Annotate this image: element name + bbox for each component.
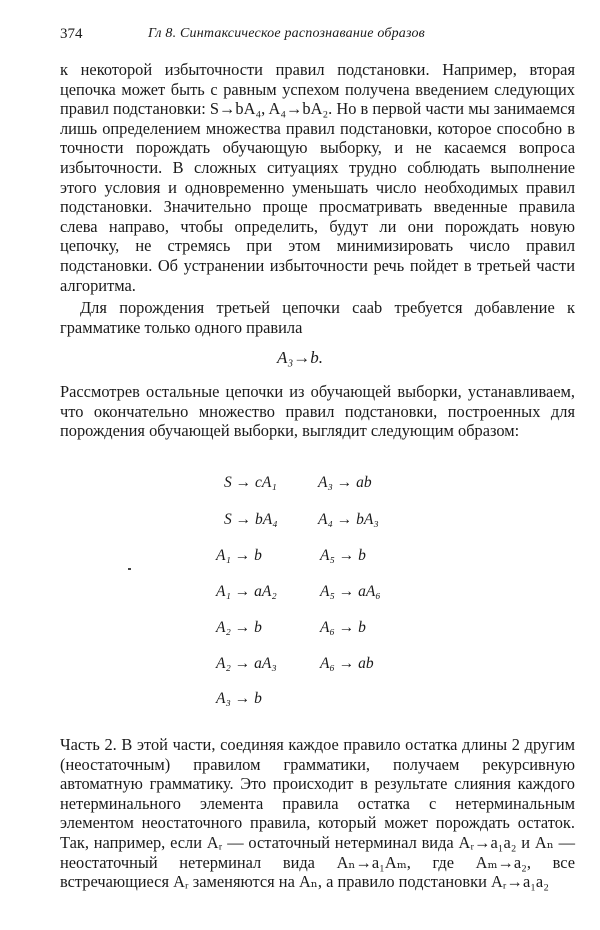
rule-left-2: S → bA₄ xyxy=(224,511,278,528)
rule-right-3: A₅ → b xyxy=(320,547,366,564)
paragraph-redundancy: к некоторой избыточности правил подстановки. Например, вторая цепочка может быть с равным успехом получена введением следующих правил подстановки: S→bA₄, A₄→bA₂. Но в первой части мы занимаемся лишь определением множества правил подстановки, которое способно в точности порождать обучающую выборку, и не касаемся вопроса избыточности. В сложных ситуациях трудно соблюдать выполнение этого условия и одновременно уменьшать число необходимых правил подстановки. Значительно проще просматривать введенные правила слева направо, чтобы определить, будут ли они порождать новую цепочку, не стремясь при этом минимизировать число правил подстановки. Об устранении избыточности речь пойдет в третьей части алгоритма. xyxy=(60,60,575,295)
rule-left-3: A₁ → b xyxy=(216,547,262,564)
rule-left-4: A₁ → aA₂ xyxy=(216,583,277,600)
margin-dot xyxy=(128,568,131,570)
paragraph-third-chain: Для порождения третьей цепочки caab требуется добавление к грамматике только одного правила xyxy=(60,298,575,337)
running-title: Гл 8. Синтаксическое распознавание образов xyxy=(148,26,425,41)
paragraph-part-two: Часть 2. В этой части, соединяя каждое правило остатка длины 2 другим (неостаточным) правилом грамматики, получаем рекурсивную автоматную грамматику. Это происходит в результате слияния каждого нетерминального элемента правила остатка с нетерминальным элементом неостаточного правила, который может порождать остаток. Так, например, если Aᵣ — остаточный нетерминал вида Aᵣ→a₁a₂ и Aₙ — неостаточный нетерминал вида Aₙ→a₁Aₘ, где Aₘ→a₂, все встречающиеся Aᵣ заменяются на Aₙ, а правило подстановки Aᵣ→a₁a₂ xyxy=(60,735,575,892)
rule-right-1: A₃ → ab xyxy=(318,474,372,491)
rule-left-7: A₃ → b xyxy=(216,690,262,707)
formula-a3-b: A₃→b. xyxy=(276,348,324,367)
rule-right-2: A₄ → bA₃ xyxy=(318,511,379,528)
rule-left-5: A₂ → b xyxy=(216,619,262,636)
rule-right-5: A₆ → b xyxy=(320,619,366,636)
paragraph-final-rules: Рассмотрев остальные цепочки из обучающей выборки, устанавливаем, что окончательно множество правил подстановки, построенных для порождения обучающей выборки, выглядит следующим образом: xyxy=(60,382,575,441)
rule-left-6: A₂ → aA₃ xyxy=(216,655,277,672)
rule-right-4: A₅ → aA₆ xyxy=(320,583,381,600)
rule-left-1: S → cA₁ xyxy=(224,474,277,491)
rule-right-6: A₆ → ab xyxy=(320,655,374,672)
page-number: 374 xyxy=(60,26,83,42)
page-header xyxy=(60,26,575,46)
